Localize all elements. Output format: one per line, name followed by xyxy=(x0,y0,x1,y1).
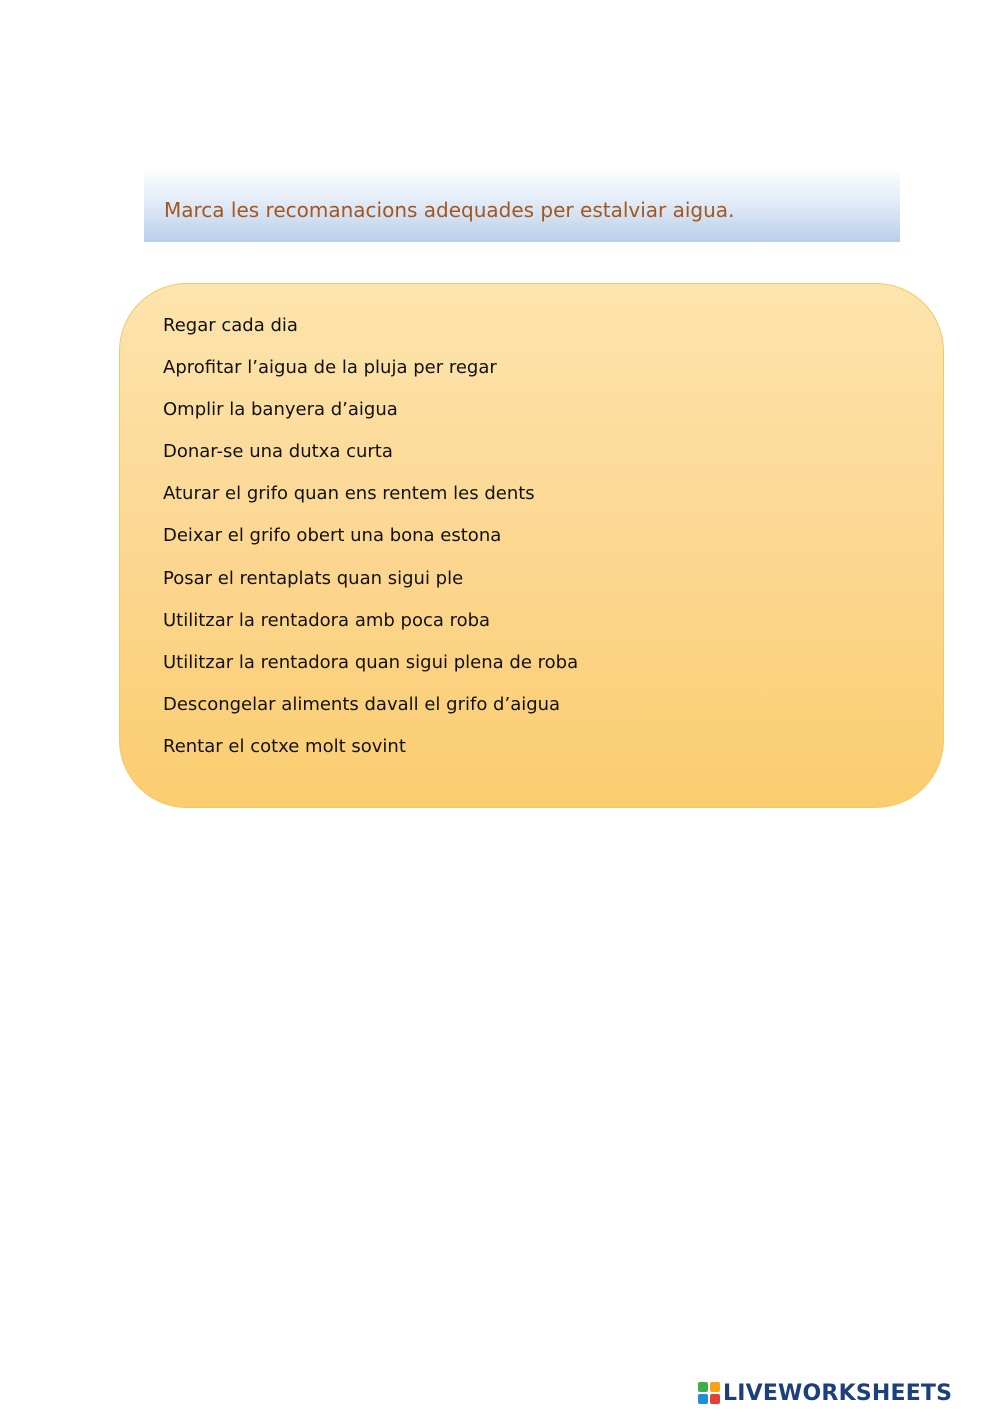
option-item[interactable]: Descongelar aliments davall el grifo d’aigua xyxy=(163,693,561,715)
option-item[interactable]: Utilitzar la rentadora quan sigui plena de roba xyxy=(163,651,579,673)
logo-text: LIVEWORKSHEETS xyxy=(723,1380,953,1406)
logo-square-red xyxy=(710,1394,720,1404)
option-item[interactable]: Aprofitar l’aigua de la pluja per regar xyxy=(163,357,497,379)
options-panel xyxy=(119,283,944,808)
option-item[interactable]: Donar-se una dutxa curta xyxy=(163,441,393,463)
option-item[interactable]: Posar el rentaplats quan sigui ple xyxy=(163,567,464,589)
liveworksheets-logo xyxy=(698,1380,952,1406)
options-list xyxy=(163,314,578,777)
option-item[interactable]: Deixar el grifo obert una bona estona xyxy=(163,525,502,547)
logo-square-green xyxy=(698,1382,708,1392)
option-item[interactable]: Rentar el cotxe molt sovint xyxy=(163,735,406,757)
logo-square-orange xyxy=(710,1382,720,1392)
instruction-banner xyxy=(144,168,900,242)
option-item[interactable]: Aturar el grifo quan ens rentem les dents xyxy=(163,483,535,505)
instruction-text: Marca les recomanacions adequades per estalviar aigua. xyxy=(164,198,735,222)
logo-square-blue xyxy=(698,1394,708,1404)
option-item[interactable]: Utilitzar la rentadora amb poca roba xyxy=(163,609,491,631)
option-item[interactable]: Regar cada dia xyxy=(163,315,298,336)
liveworksheets-logo-icon xyxy=(698,1382,720,1404)
option-item[interactable]: Omplir la banyera d’aigua xyxy=(163,399,398,421)
